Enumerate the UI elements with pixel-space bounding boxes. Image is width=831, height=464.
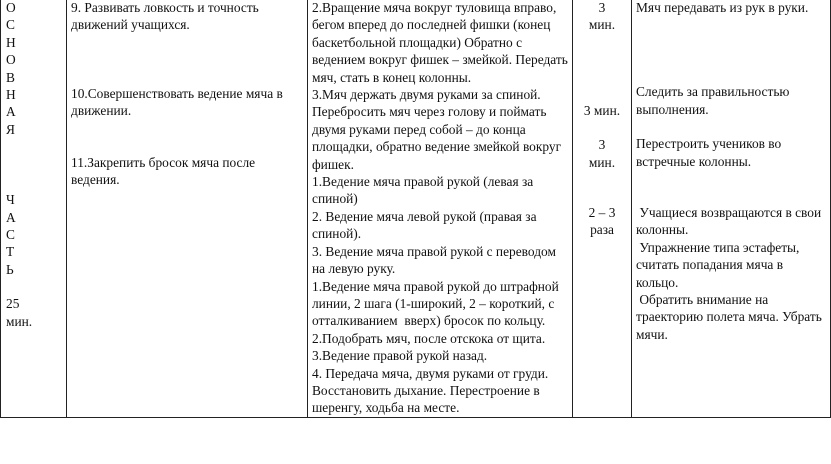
content-line: 1.Ведение мяча правой рукой до штрафной линии, 2 шага (1-широкий, 2 – короткий, с отталкиванием вверх) бросок по кольцу. [312, 278, 563, 329]
section-letter: О [6, 0, 16, 15]
note-entry: Следить за правильностью выполнения. [636, 84, 793, 117]
content-line: 4. Передача мяча, двумя руками от груди. [312, 365, 549, 381]
dosage-entry: 3 мин. [588, 0, 616, 33]
notes-column [632, 0, 831, 417]
table-row [1, 0, 831, 417]
section-letter: О [6, 52, 16, 68]
section-letter: С [6, 227, 15, 243]
section-letter: В [6, 69, 15, 85]
content-line: 2.Подобрать мяч, после отскока от щита. [312, 330, 546, 346]
task-item-11: 11.Закрепить бросок мяча после ведения. [71, 154, 259, 188]
note-entry: Перестроить учеников во встречные колонны. [636, 136, 785, 169]
section-duration [6, 295, 62, 330]
dosage-column [573, 0, 632, 417]
content-line: 2.Вращение мяча вокруг туловища вправо, бегом вперед до последней фишки (конец баскетбольной площадки) Обратно с ведением вокруг фишек – змейкой. Передать мяч, стать в конец колонны. [312, 0, 572, 85]
note-entry: Мяч передавать из рук в руки. [636, 0, 809, 15]
section-letter: Я [6, 121, 15, 137]
section-letter: Ь [6, 261, 14, 277]
note-entry: Учащиеся возвращаются в свои колонны. Упражнение типа эстафеты, считать попадания мяча в кольцо. Обратить внимание на траекторию полета мяча. Убрать мячи. [636, 205, 822, 342]
content-column [308, 0, 573, 417]
duration-unit: мин. [6, 313, 33, 329]
duration-number: 25 [6, 296, 20, 312]
section-letter: А [6, 209, 16, 225]
content-line: 3. Ведение мяча правой рукой с переводом на левую руку. [312, 243, 560, 277]
section-letter: Н [6, 34, 16, 50]
section-letter: С [6, 17, 15, 33]
section-word-main [6, 0, 62, 138]
content-line: Восстановить дыхание. Перестроение в шеренгу, ходьба на месте. [312, 382, 544, 416]
section-column [1, 0, 67, 417]
task-item-9: 9. Развивать ловкость и точность движений учащихся. [71, 0, 263, 33]
section-letter: Т [6, 244, 15, 260]
dosage-entry: 2 – 3 раза [588, 205, 616, 238]
task-item-10: 10.Совершенствовать ведение мяча в движении. [71, 85, 287, 119]
section-letter: А [6, 104, 16, 120]
dosage-entry: 3 мин. [583, 102, 621, 118]
section-letter: Н [6, 87, 16, 103]
section-word-part [6, 191, 62, 278]
content-line: 3.Мяч держать двумя руками за спиной. Перебросить мяч через голову и поймать двумя руками перед собой – до конца площадки, обратно ведение змейкой вокруг фишек. [312, 87, 565, 172]
content-line: 3.Ведение правой рукой назад. [312, 348, 488, 364]
dosage-entry: 3 мин. [588, 137, 616, 170]
section-letter: Ч [6, 192, 15, 208]
content-line: 2. Ведение мяча левой рукой (правая за спиной). [312, 208, 540, 242]
content-line: 1.Ведение мяча правой рукой (левая за спиной) [312, 174, 537, 207]
tasks-column [67, 0, 308, 417]
